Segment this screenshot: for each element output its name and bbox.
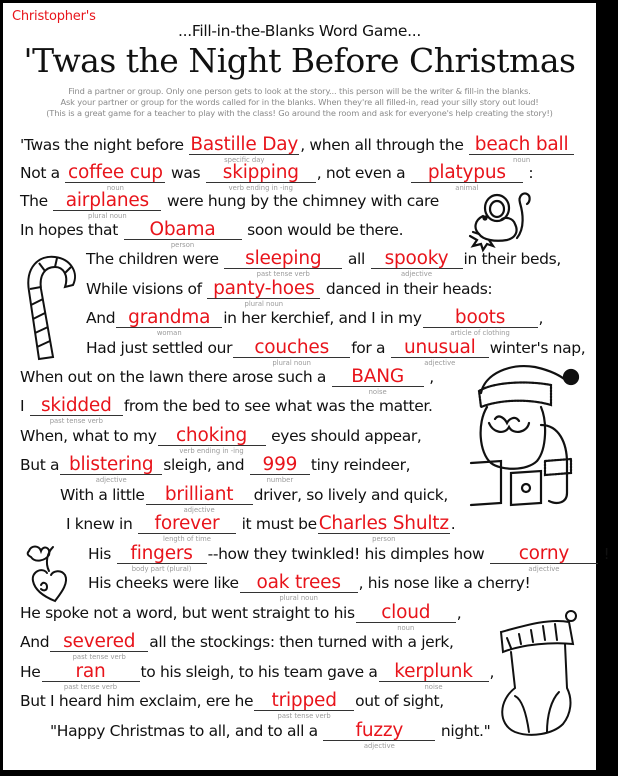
blank-field[interactable]: Obama person	[124, 220, 242, 240]
story-line: I skidded past tense verb from the bed to see what was the matter.	[20, 395, 433, 425]
blank-field[interactable]: forever length of time	[138, 514, 236, 534]
heart-bow-icon	[25, 543, 75, 603]
story-line: He ran past tense verb to his sleigh, to his team gave a kerplunk noise ,	[20, 661, 495, 691]
story-line: 'Twas the night before Bastille Day specific day , when all through the beach ball noun	[20, 135, 575, 155]
blank-field[interactable]: boots article of clothing	[423, 308, 538, 328]
story-line: While visions of panty-hoes plural noun danced in their heads:	[86, 278, 493, 308]
blank-field[interactable]: Charles Shultz person	[318, 513, 449, 543]
story-line: But a blistering adjective sleigh, and 999 number tiny reindeer,	[20, 454, 411, 484]
blank-field[interactable]: unusual adjective	[391, 338, 489, 358]
instruction-line: Ask your partner or group for the words called for in the blanks. When they're all filled-in, read your silly story out loud!	[60, 97, 539, 107]
story-line: In hopes that Obama person soon would be there.	[20, 219, 404, 249]
blank-field[interactable]: tripped past tense verb	[254, 691, 354, 711]
blank-field[interactable]: Bastille Day specific day	[190, 134, 299, 164]
blank-field[interactable]: oak trees plural noun	[240, 573, 358, 593]
owner-label: Christopher's	[12, 9, 96, 24]
blank-field[interactable]: fuzzy adjective	[323, 721, 435, 741]
blank-field[interactable]: 999 number	[250, 455, 310, 475]
story-line: He spoke not a word, but went straight to his cloud noun ,	[20, 602, 462, 632]
blank-field[interactable]: brilliant adjective	[146, 485, 253, 505]
blank-field[interactable]: airplanes plural noun	[53, 191, 161, 211]
instruction-line: (This is a great game for a teacher to play with the class! Go around the room and ask for everyone's help creating the story!)	[46, 108, 553, 118]
story-line: I knew in forever length of time it must be Charles Shultz person .	[66, 513, 456, 543]
blank-field[interactable]: fingers body part (plural)	[117, 544, 207, 564]
blank-field[interactable]: spooky adjective	[371, 249, 463, 269]
story-line: The airplanes plural noun were hung by the chimney with care	[20, 190, 439, 220]
story-line: With a little brilliant adjective driver, so lively and quick,	[60, 484, 448, 514]
blank-field[interactable]: platypus animal	[411, 163, 523, 183]
blank-field[interactable]: skipping verb ending in -ing	[206, 163, 316, 183]
blank-field[interactable]: sleeping past tense verb	[224, 249, 342, 269]
story-line: But I heard him exclaim, ere he tripped past tense verb out of sight,	[20, 690, 444, 720]
story-line: His cheeks were like oak trees plural noun , his nose like a cherry!	[88, 572, 531, 602]
blank-field[interactable]: couches plural noun	[233, 338, 350, 358]
blank-field[interactable]: cloud noun	[356, 603, 456, 623]
page-title: 'Twas the Night Before Christmas	[23, 41, 576, 80]
blank-field[interactable]: blistering adjective	[60, 455, 162, 475]
story-line: "Happy Christmas to all, and to all a fuzzy adjective night."	[50, 720, 491, 750]
instructions	[3, 86, 596, 119]
blank-field[interactable]: BANG noise	[332, 367, 424, 387]
game-subtitle: ...Fill-in-the-Blanks Word Game...	[177, 22, 421, 40]
stocking-icon	[493, 608, 583, 738]
candy-cane-icon	[25, 253, 81, 365]
blank-field[interactable]: skidded past tense verb	[30, 396, 123, 416]
blank-field[interactable]: corny adjective	[490, 544, 598, 564]
blank-field[interactable]: ran past tense verb	[42, 662, 140, 682]
santa-claus-icon	[471, 363, 591, 513]
blank-field[interactable]: kerplunk noise	[379, 662, 489, 682]
worksheet-page	[3, 3, 610, 770]
story-line: When out on the lawn there arose such a BANG noise ,	[20, 366, 434, 396]
story-line: The children were sleeping past tense verb all spooky adjective in their beds,	[86, 248, 561, 278]
story-line: And severed past tense verb all the stockings: then turned with a jerk,	[20, 631, 454, 661]
instruction-line: Find a partner or group. Only one person gets to look at the story... this person will be the writer & fill-in the blanks.	[68, 86, 531, 96]
story-line: When, what to my choking verb ending in -ing eyes should appear,	[20, 425, 422, 455]
blank-field[interactable]: grandma woman	[116, 308, 222, 328]
story-line: Had just settled our couches plural noun for a unusual adjective winter's nap,	[86, 337, 586, 367]
blank-field[interactable]: coffee cup noun	[65, 163, 165, 183]
mouse-holly-icon	[465, 188, 535, 258]
blank-field[interactable]: choking verb ending in -ing	[158, 426, 266, 446]
blank-field[interactable]: beach ball noun	[469, 135, 574, 155]
blank-field[interactable]: severed past tense verb	[50, 632, 148, 652]
story-line: Not a coffee cup noun was skipping verb ending in -ing , not even a platypus animal :	[20, 162, 534, 192]
story-line: And grandma woman in her kerchief, and I in my boots article of clothing ,	[86, 307, 544, 337]
story-line: His fingers body part (plural) --how they twinkled! his dimples how corny adjective !	[88, 543, 610, 573]
blank-field[interactable]: panty-hoes plural noun	[207, 279, 320, 299]
